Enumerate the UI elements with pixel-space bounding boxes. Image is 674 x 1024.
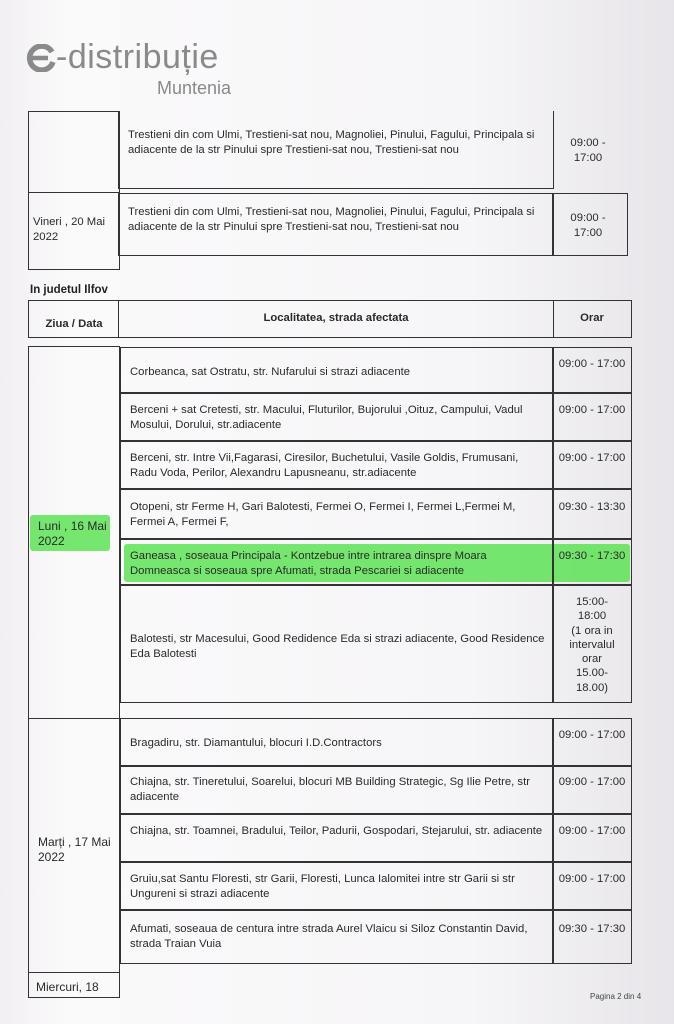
header-time: Orar [580, 312, 604, 324]
location-cell: Ganeasa , soseaua Principala - Kontzebue intre intrarea dinspre Moara Domneasca si soseaua spre Afumati, strada Pescariei si adiacente [130, 550, 487, 577]
location-cell: Afumati, soseaua de centura intre strada Aurel Vlaicu si Siloz Constantin David, strada Traian Vuia [130, 923, 528, 950]
logo-brand-text: -distribuție [56, 38, 219, 76]
location-cell: Balotesti, str Macesului, Good Redidence Eda si strazi adiacente, Good Residence Eda Balotesti [130, 633, 545, 660]
time-cell: 09:00 - 17:00 [570, 137, 606, 164]
date-divider [28, 972, 120, 974]
time-line: 15.00- [575, 667, 609, 680]
top-date-column [28, 111, 120, 270]
location-cell: Trestieni din com Ulmi, Trestieni-sat nou, Magnoliei, Pinului, Fagului, Principala si adiacente de la str Pinului spre Trestieni-sat nou, Trestieni-sat nou [128, 206, 535, 233]
location-cell: Chiajna, str. Toamnei, Bradului, Teilor, Padurii, Gospodari, Stejarului, str. adiacente [130, 825, 543, 837]
time-cell: 09:00 - 17:00 [558, 873, 626, 885]
location-cell: Trestieni din com Ulmi, Trestieni-sat nou, Magnoliei, Pinului, Fagului, Principala si adiacente de la str Pinului spre Trestieni-sat nou, Trestieni-sat nou [128, 129, 535, 156]
time-cell-box [552, 910, 632, 964]
time-cell: 09:00 - 17:00 [570, 212, 606, 239]
e-logo-icon [26, 44, 56, 72]
time-cell [558, 595, 626, 695]
date-cell: Miercuri, 18 [36, 980, 99, 994]
location-cell: Gruiu,sat Santu Floresti, str Garii, Floresti, Lunca Ialomitei intre str Garii si str Ungureni si strazi adiacente [130, 873, 515, 900]
time-line: (1 ora in [571, 624, 613, 637]
date-cell: Luni , 16 Mai 2022 [38, 519, 107, 548]
time-cell: 09:00 - 17:00 [558, 358, 626, 370]
header-date: Ziua / Data [45, 318, 103, 330]
time-cell: 09:30 - 13:30 [558, 501, 626, 513]
page-number: Pagina 2 din 4 [590, 992, 642, 1001]
time-cell: 09:00 - 17:00 [558, 825, 626, 837]
date-cell: Marți , 17 Mai 2022 [38, 835, 111, 864]
time-cell-box [552, 766, 632, 814]
date-column [28, 346, 120, 998]
time-cell: 09:30 - 17:30 [558, 923, 626, 935]
location-cell: Berceni + sat Cretesti, str. Macului, Fluturilor, Bujorului ,Oituz, Campului, Vadul Mosului, Dorului, str.adiacente [130, 404, 523, 431]
time-cell: 09:00 - 17:00 [558, 404, 626, 416]
header-location: Localitatea, strada afectata [263, 312, 409, 324]
time-line: orar [581, 653, 603, 666]
location-cell: Corbeanca, sat Ostratu, str. Nufarului si strazi adiacente [130, 366, 411, 378]
top-date-divider [28, 192, 120, 194]
location-cell: Bragadiru, str. Diamantului, blocuri I.D.Contractors [130, 737, 382, 749]
location-cell: Berceni, str. Intre Vii,Fagarasi, Ciresilor, Buchetului, Vasile Goldis, Frumusani, Radu Voda, Perilor, Alexandru Lapusneanu, str.adiacente [130, 452, 519, 479]
section-title: In judetul Ilfov [30, 284, 108, 296]
time-line: intervalul [569, 638, 615, 651]
time-line: 15:00- [575, 596, 609, 608]
location-cell: Chiajna, str. Tineretului, Soarelui, blocuri MB Building Strategic, Sg Ilie Petre, str adiacente [130, 776, 530, 803]
time-cell: 09:00 - 17:00 [558, 729, 626, 741]
e-distributie-logo [26, 38, 232, 98]
date-cell: Vineri , 20 Mai 2022 [33, 216, 106, 243]
logo-region-text: Muntenia [157, 78, 232, 98]
location-cell: Otopeni, str Ferme H, Gari Balotesti, Fermei O, Fermei I, Fermei L,Fermei M, Fermei A, Fermei F, [130, 501, 516, 528]
date-divider [28, 718, 120, 720]
time-cell: 09:00 - 17:00 [558, 776, 626, 788]
time-line: 18:00 [577, 610, 607, 623]
time-cell: 09:00 - 17:00 [558, 452, 626, 464]
time-cell: 09:30 - 17:30 [558, 550, 626, 562]
time-line: 18.00) [575, 681, 609, 694]
